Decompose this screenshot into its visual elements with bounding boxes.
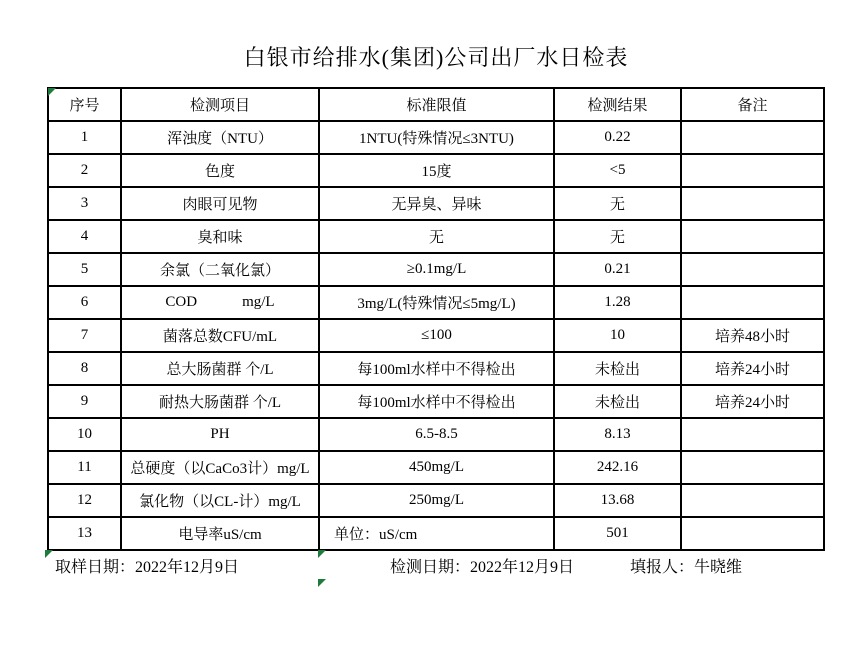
cell-limit: 3mg/L(特殊情况≤5mg/L): [319, 286, 554, 319]
cell-limit: 无: [319, 220, 554, 253]
cell-limit: ≥0.1mg/L: [319, 253, 554, 286]
cell-no: 1: [48, 121, 121, 154]
cell-result: 未检出: [554, 352, 681, 385]
cell-item: 色度: [121, 154, 319, 187]
table-row: [48, 418, 824, 451]
cell-note: [681, 154, 824, 187]
cell-result: 未检出: [554, 385, 681, 418]
cell-limit: 每100ml水样中不得检出: [319, 352, 554, 385]
cell-note: [681, 418, 824, 451]
cell-limit: 单位：uS/cm: [319, 517, 554, 550]
cell-note: 培养48小时: [681, 319, 824, 352]
cell-no: 3: [48, 187, 121, 220]
cell-limit: ≤100: [319, 319, 554, 352]
cell-no: 9: [48, 385, 121, 418]
water-inspection-table: [47, 87, 825, 551]
cell-item: 总硬度（以CaCo3计）mg/L: [121, 451, 319, 484]
cell-limit: 1NTU(特殊情况≤3NTU): [319, 121, 554, 154]
page-title: 白银市给排水(集团)公司出厂水日检表: [243, 45, 629, 70]
cell-note: [681, 451, 824, 484]
cell-limit: 450mg/L: [319, 451, 554, 484]
table-row: [48, 319, 824, 352]
cell-no: 5: [48, 253, 121, 286]
cell-note: 培养24小时: [681, 352, 824, 385]
cell-no: 10: [48, 418, 121, 451]
cell-result: 1.28: [554, 286, 681, 319]
table-row: [48, 286, 824, 319]
cell-result: 无: [554, 187, 681, 220]
col-header-no: 序号: [48, 88, 121, 121]
cell-result: 13.68: [554, 484, 681, 517]
cell-limit: 无异臭、异味: [319, 187, 554, 220]
sampling-date: 取样日期：2022年12月9日: [55, 559, 240, 576]
cell-item: COD mg/L: [121, 286, 319, 319]
table-row: [48, 253, 824, 286]
cell-item: 电导率uS/cm: [121, 517, 319, 550]
table-row: [48, 121, 824, 154]
table-row: [48, 517, 824, 550]
table-row: [48, 220, 824, 253]
cell-no: 7: [48, 319, 121, 352]
cell-item: 肉眼可见物: [121, 187, 319, 220]
cell-note: [681, 517, 824, 550]
cell-no: 2: [48, 154, 121, 187]
cell-limit: 15度: [319, 154, 554, 187]
table-row: [48, 187, 824, 220]
cell-no: 13: [48, 517, 121, 550]
cell-item: 耐热大肠菌群 个/L: [121, 385, 319, 418]
table-row: [48, 451, 824, 484]
cell-item: 臭和味: [121, 220, 319, 253]
excel-error-indicator-icon: [318, 579, 326, 587]
cell-no: 12: [48, 484, 121, 517]
cell-note: [681, 220, 824, 253]
cell-note: [681, 253, 824, 286]
cell-limit: 每100ml水样中不得检出: [319, 385, 554, 418]
cell-item: 总大肠菌群 个/L: [121, 352, 319, 385]
reporter: 填报人：牛晓维: [630, 559, 743, 576]
cell-item: 余氯（二氧化氯）: [121, 253, 319, 286]
cell-no: 4: [48, 220, 121, 253]
col-header-limit: 标准限值: [319, 88, 554, 121]
col-header-item: 检测项目: [121, 88, 319, 121]
cell-result: 8.13: [554, 418, 681, 451]
col-header-note: 备注: [681, 88, 824, 121]
cell-note: [681, 484, 824, 517]
cell-result: <5: [554, 154, 681, 187]
cell-item: 菌落总数CFU/mL: [121, 319, 319, 352]
cell-result: 无: [554, 220, 681, 253]
excel-error-indicator-icon: [318, 550, 326, 558]
cell-result: 10: [554, 319, 681, 352]
cell-limit: 6.5-8.5: [319, 418, 554, 451]
col-header-result: 检测结果: [554, 88, 681, 121]
cell-limit: 250mg/L: [319, 484, 554, 517]
cell-item: PH: [121, 418, 319, 451]
cell-note: [681, 121, 824, 154]
cell-result: 0.21: [554, 253, 681, 286]
table-row: [48, 484, 824, 517]
cell-result: 242.16: [554, 451, 681, 484]
cell-result: 0.22: [554, 121, 681, 154]
cell-note: [681, 286, 824, 319]
table-row: [48, 154, 824, 187]
cell-no: 6: [48, 286, 121, 319]
cell-note: [681, 187, 824, 220]
cell-item: 浑浊度（NTU）: [121, 121, 319, 154]
table-row: [48, 385, 824, 418]
table-row: [48, 352, 824, 385]
cell-item: 氯化物（以CL-计）mg/L: [121, 484, 319, 517]
cell-no: 11: [48, 451, 121, 484]
test-date: 检测日期：2022年12月9日: [390, 559, 575, 576]
header-row: [48, 88, 824, 121]
excel-error-indicator-icon: [45, 550, 53, 558]
cell-no: 8: [48, 352, 121, 385]
cell-note: 培养24小时: [681, 385, 824, 418]
cell-result: 501: [554, 517, 681, 550]
